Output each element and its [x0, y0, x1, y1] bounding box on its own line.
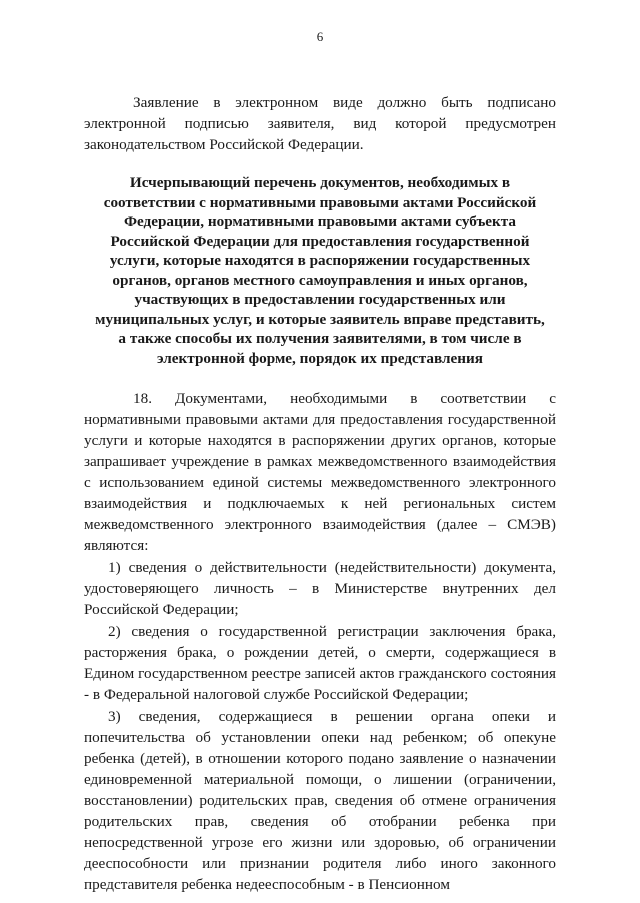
document-body — [84, 92, 556, 895]
list-item: 3) сведения, содержащиеся в решении органа опеки и попечительства об установлении опеки над ребенком; об опекуне ребенка (детей), в отношении которого подано заявление о назначении единовременной материальной помощи, о лишении (ограничении, восстановлении) родительских прав, сведения об отмене ограничения родительских прав, сведения об отобрании ребенка при непосредственной угрозе его жизни или здоровью, об ограничении дееспособности или признании родителя либо иного законного представителя ребенка недееспособным - в Пенсионном — [84, 708, 556, 893]
heading-line: Российской Федерации для предоставления государственной — [110, 232, 530, 250]
heading-line: Федерации, нормативными правовыми актами субъекта — [123, 213, 517, 230]
heading-line: муниципальных услуг, и которые заявитель вправе представить, — [95, 310, 545, 328]
heading-line: Исчерпывающий перечень документов, необходимых в — [129, 174, 511, 191]
heading-line: услуги, которые находятся в распоряжении государственных — [109, 252, 531, 269]
list-item: 2) сведения о государственной регистрации заключения брака, расторжения брака, о рождении детей, о смерти, содержащиеся в Едином государственном реестре записей актов гражданского состояния - в Федеральной налоговой службе Российской Федерации; — [84, 623, 556, 703]
list-item: 1) сведения о действительности (недействительности) документа, удостоверяющего личность – в Министерстве внутренних дел Российской Федерации; — [84, 559, 556, 618]
intro-paragraph: Заявление в электронном виде должно быть подписано электронной подписью заявителя, вид которой предусмотрен законодательством Российской Федерации. — [84, 94, 556, 153]
heading-line: органов, органов местного самоуправления и иных органов, — [112, 271, 528, 289]
section-heading — [84, 173, 556, 368]
heading-line: соответствии с нормативными правовыми актами Российской — [103, 193, 537, 211]
heading-line: электронной форме, порядок их представления — [157, 349, 483, 367]
page-number: 6 — [316, 29, 324, 44]
heading-line: а также способы их получения заявителями, в том числе в — [118, 330, 522, 347]
paragraph-18: 18. Документами, необходимыми в соответствии с нормативными правовыми актами для предоставления государственной услуги и которые находятся в распоряжении других органов, которые запрашивает учреждение в рамках межведомственного взаимодействия с использованием единой системы межведомственного электронного взаимодействия и подключаемых к ней региональных систем межведомственного электронного взаимодействия (далее – СМЭВ) являются: — [84, 390, 556, 554]
heading-line: участвующих в предоставлении государственных или — [134, 291, 506, 308]
